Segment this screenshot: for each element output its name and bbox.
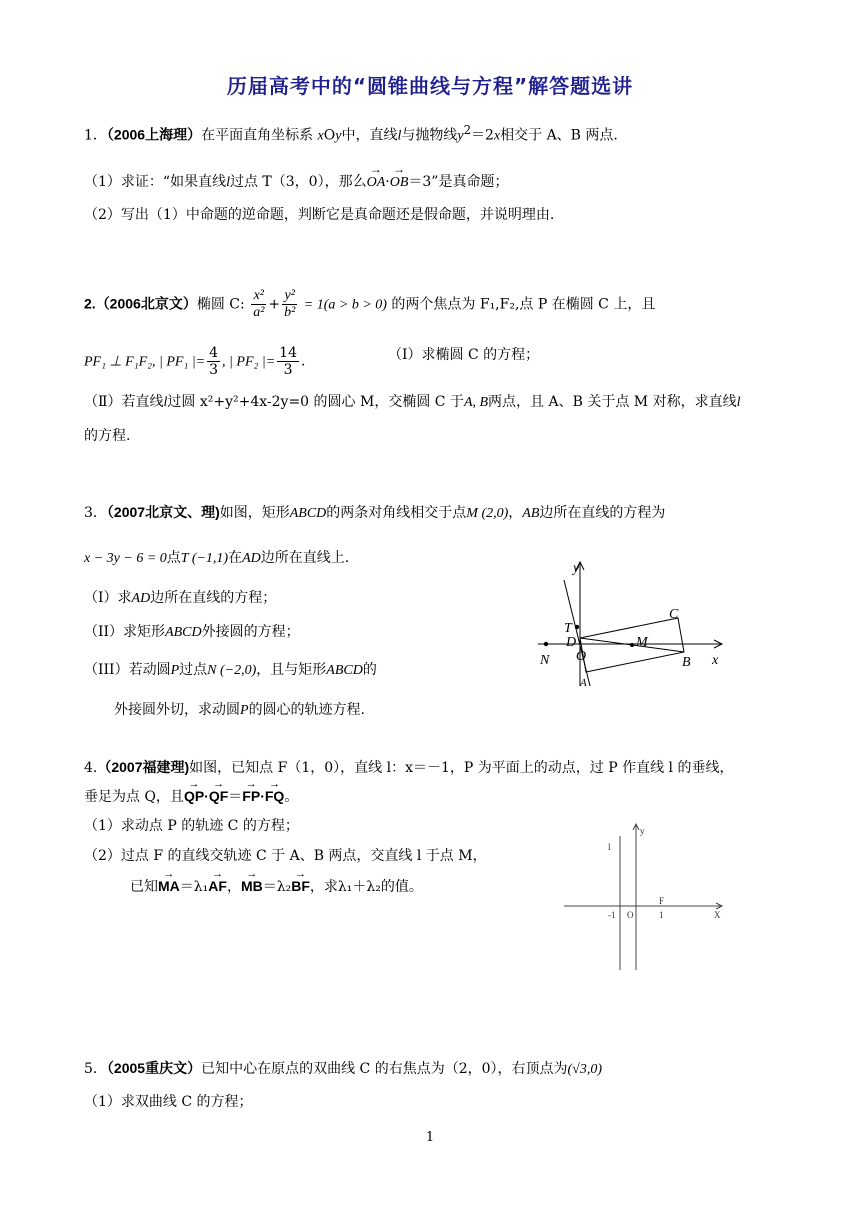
q2-part1: （Ⅰ）求椭圆 C 的方程；	[388, 347, 540, 363]
q2-stem	[84, 288, 655, 321]
q2-text: 的两个焦点为 F₁,F₂,点 P 在椭圆 C 上，且	[391, 296, 656, 313]
q1-p1-text: 过点 T（3，0），那么	[229, 174, 367, 190]
vector-oa: → OA	[367, 173, 386, 193]
q1-part1	[84, 172, 508, 193]
q5-text: 已知中心在原点的双曲线 C 的右焦点为（2，0），右顶点为	[201, 1061, 568, 1077]
q1-part2: （2）写出（1）中命题的逆命题，判断它是真命题还是假命题，并说明理由.	[84, 207, 555, 223]
q5-stem	[84, 1058, 602, 1080]
q3-text: 点	[166, 550, 181, 566]
label-c: C	[669, 607, 679, 622]
q1-parab-y: y	[457, 128, 464, 144]
q4-text: 已知	[130, 879, 158, 895]
q2-p2-text: 过圆 x²+y²+4x-2y=0 的圆心 M，交椭圆 C 于	[167, 394, 464, 410]
q4-figure	[560, 820, 730, 972]
abcd: ABCD	[326, 663, 363, 678]
q1-p1-text: ＝3”是真命题；	[408, 174, 509, 190]
q3-p3-text: 的	[362, 662, 377, 678]
q4-part2-cont	[130, 876, 423, 897]
point-m	[630, 643, 634, 647]
q4-text: 如图，已知点 F（1，0），直线 l：x＝－1，P 为平面上的动点，过 P 作直线 l 的垂线，	[189, 760, 734, 776]
label-x: x	[712, 653, 719, 668]
abcd: ABCD	[289, 506, 327, 521]
line-eq: x − 3y − 6 = 0	[84, 551, 167, 566]
label-1: 1	[659, 910, 664, 920]
dot: ·	[204, 788, 209, 804]
label-neg1: -1	[608, 910, 616, 920]
q2-ab: A, B	[463, 395, 489, 410]
vector-qp: → QP	[184, 786, 204, 806]
label-d: D	[566, 635, 577, 650]
q3-p3-text: 外接圆外切，求动圆	[114, 702, 240, 718]
q1-number: 1．	[84, 127, 107, 144]
q2-text: 椭圆 C:	[196, 296, 245, 313]
q1-p1-l: l	[226, 175, 230, 190]
q1-p1-text: （1）求证：“如果直线	[84, 174, 227, 190]
q3-text: ，	[508, 505, 523, 521]
q1-text: 与抛物线	[401, 127, 458, 144]
p: P	[240, 703, 249, 718]
q3-number: 3．	[84, 505, 107, 521]
label-o: O	[627, 910, 634, 920]
point-n: N (−2,0)	[207, 663, 257, 678]
label-b: B	[682, 655, 691, 670]
label-y: y	[573, 561, 580, 576]
q3-stem	[84, 502, 665, 524]
dot: ·	[385, 174, 390, 190]
q1-parab-rhs: ＝2	[470, 127, 494, 144]
q2-part2	[84, 392, 740, 413]
cond-c: .	[301, 353, 306, 370]
p: P	[170, 663, 180, 678]
q1-text: 中，直线	[341, 127, 398, 144]
q4-part2: （2）过点 F 的直线交轨迹 C 于 A、B 两点，交直线 l 于点 M，	[84, 848, 487, 864]
label-o: O	[576, 649, 587, 664]
num: 14	[279, 345, 297, 361]
eq: ＝λ₂	[262, 879, 292, 895]
vector-bf: → BF	[291, 876, 310, 896]
q3-source: （2007北京文、理)	[106, 504, 220, 520]
label-l: l	[608, 842, 611, 852]
vertex: (√3,0)	[567, 1062, 603, 1077]
q1-l: l	[397, 128, 402, 144]
point-m: M (2,0)	[466, 506, 509, 521]
label-n: N	[540, 653, 550, 668]
fraction-14-3	[277, 345, 299, 378]
q3-text: 如图，矩形	[219, 505, 290, 521]
label-m: M	[636, 635, 648, 650]
dot: ·	[260, 788, 265, 804]
fraction-x2-a2	[251, 288, 266, 321]
q3-text: 的两条对角线相交于点	[326, 505, 467, 521]
label-x: X	[714, 910, 721, 920]
q5-number: 5．	[84, 1061, 107, 1077]
q1-stem	[84, 120, 618, 147]
q4-source: （2007福建理)	[97, 759, 190, 775]
vector-mb: → MB	[241, 876, 263, 896]
cond-b: , | PF₂ |=	[222, 354, 276, 370]
ad: AD	[242, 551, 261, 566]
q2-source: （2006北京文）	[95, 295, 197, 312]
q1-text: 在平面直角坐标系	[201, 127, 314, 144]
q3-part3	[84, 660, 377, 681]
page-title: 历届高考中的“圆锥曲线与方程”解答题选讲	[226, 74, 634, 98]
point-t: T (−1,1)	[180, 551, 229, 566]
q1-x: x	[317, 128, 324, 144]
vector-qf: → QF	[209, 786, 228, 806]
num: x²	[251, 288, 266, 305]
fraction-y2-b2	[282, 288, 297, 321]
label-t: T	[564, 621, 572, 636]
q1-O: O	[323, 127, 336, 144]
q3-p1-text: 边所在直线的方程；	[150, 590, 277, 606]
q4-text: 。	[284, 789, 299, 805]
den: b²	[284, 305, 296, 320]
label-a: A	[580, 677, 587, 689]
q5-part1: （1）求双曲线 C 的方程；	[84, 1094, 253, 1110]
cond-a: PF₁ ⊥ F₁F₂, | PF₁ |=	[84, 354, 206, 370]
comma: ，	[226, 879, 241, 895]
eq: ＝λ₁	[179, 879, 209, 895]
q2-number: 2.	[84, 295, 96, 312]
q2-l: l	[163, 395, 168, 410]
q1-source: （2006上海理）	[106, 126, 202, 143]
q1-parab-exp: 2	[463, 123, 471, 137]
q3-part1	[84, 588, 276, 609]
q3-part3-cont	[114, 700, 365, 721]
vector-fq: → FQ	[265, 786, 284, 806]
q2-p2-text: （Ⅱ）若直线	[84, 394, 164, 410]
q3-stem-cont	[84, 548, 349, 569]
q2-p2-text: 两点，且 A、B 关于点 M 对称，求直线	[488, 394, 737, 410]
vector-ma: → MA	[158, 876, 180, 896]
q3-text: 在	[228, 550, 243, 566]
plus: +	[268, 296, 281, 313]
abcd: ABCD	[165, 625, 202, 640]
q3-part2	[84, 622, 300, 643]
vector-af: → AF	[208, 876, 227, 896]
q4-text: ，求λ₁＋λ₂的值。	[309, 879, 423, 895]
q3-text: 边所在直线上.	[260, 550, 350, 566]
q4-part1: （1）求动点 P 的轨迹 C 的方程；	[84, 818, 299, 834]
label-f: F	[659, 896, 665, 906]
q2-part2-cont: 的方程.	[84, 428, 131, 444]
q1-parab-x: x	[493, 128, 501, 144]
q1-text: 相交于 A、B 两点.	[500, 127, 618, 144]
vector-fp: → FP	[242, 786, 260, 806]
num: 4	[209, 345, 219, 361]
q4-stem	[84, 757, 733, 778]
q3-p3-text: （III）若动圆	[84, 662, 171, 678]
ab: AB	[522, 506, 540, 521]
den: 3	[209, 362, 219, 378]
page-number: 1	[425, 1130, 435, 1145]
q2-l: l	[736, 395, 741, 410]
point-t	[575, 625, 579, 629]
q3-p2-text: 外接圆的方程；	[201, 624, 300, 640]
q2-condition	[84, 345, 305, 378]
ad: AD	[131, 591, 151, 606]
q3-p2-text: （II）求矩形	[84, 624, 166, 640]
q4-number: 4.	[84, 760, 98, 776]
q4-text: 垂足为点 Q，且	[84, 789, 184, 805]
eq: ＝	[228, 789, 243, 805]
q3-p1-text: （I）求	[84, 590, 132, 606]
q4-stem-cont	[84, 786, 298, 807]
q3-p3-text: ，且与矩形	[256, 662, 327, 678]
q3-figure	[530, 556, 730, 692]
den: 3	[283, 362, 293, 378]
den: a²	[253, 305, 265, 320]
q1-y: y	[335, 128, 342, 144]
label-y: y	[640, 826, 645, 836]
q3-p3-text: 的圆心的轨迹方程.	[248, 702, 366, 718]
num: y²	[282, 288, 297, 305]
point-n	[544, 642, 548, 646]
q3-p3-text: 过点	[179, 662, 208, 678]
q3-text: 边所在直线的方程为	[539, 505, 666, 521]
fraction-4-3	[207, 345, 220, 378]
ellipse-eq: = 1(a > b > 0)	[303, 297, 387, 313]
vector-ob: → OB	[390, 173, 409, 193]
q5-source: （2005重庆文）	[106, 1060, 202, 1076]
